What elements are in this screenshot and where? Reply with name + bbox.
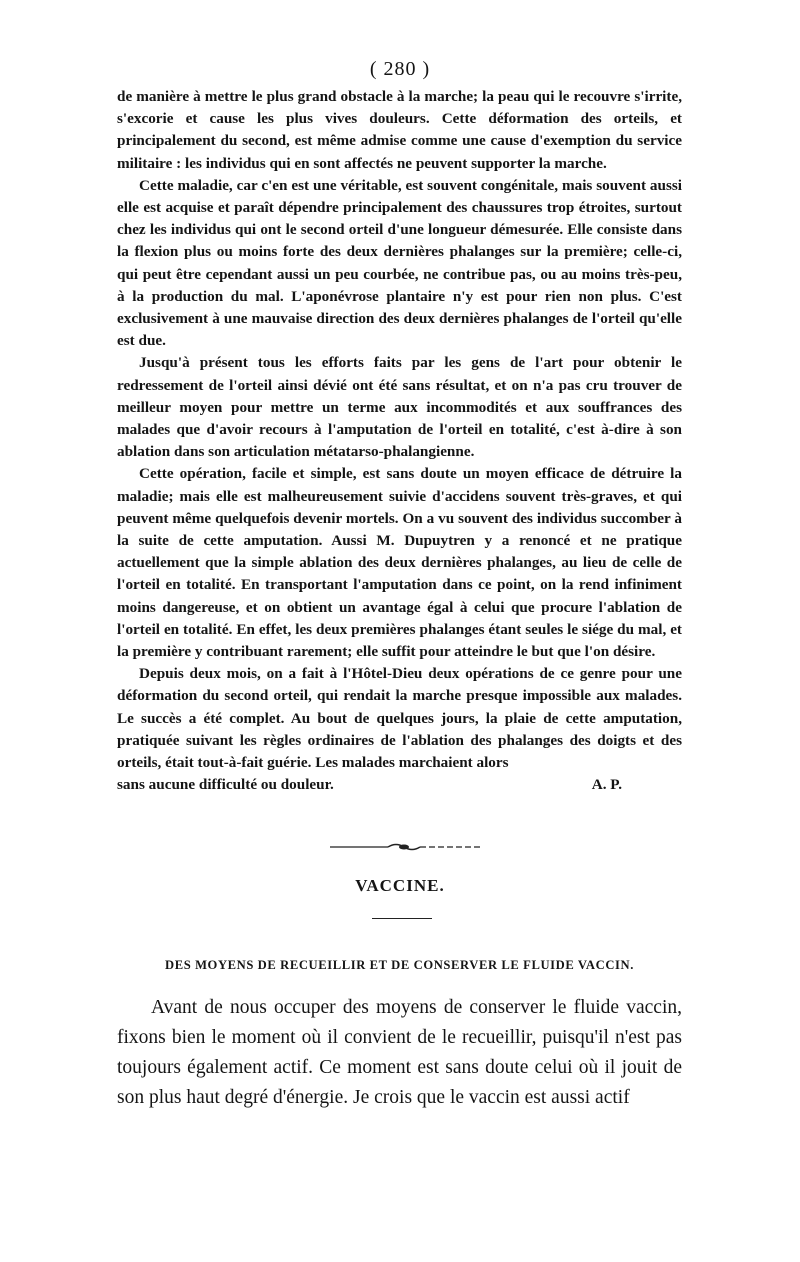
article-body bbox=[117, 86, 682, 797]
paragraph-3: Jusqu'à présent tous les efforts faits par les gens de l'art pour obtenir le redressement de l'orteil ainsi dévié ont été sans résultat, et on n'a pas cru trouver de meilleur moyen pour mettre un terme aux incommodités et aux souffrances des malades que d'avoir recours à l'amputation de l'orteil en totalité, c'est à-dire à son ablation dans son articulation métatarso-phalangienne. bbox=[117, 354, 682, 461]
author-signature: A. P. bbox=[591, 776, 622, 794]
closing-text: sans aucune difficulté ou douleur. bbox=[117, 776, 334, 794]
paragraph-4: Cette opération, facile et simple, est sans doute un moyen efficace de détruire la maladie; mais elle est malheureusement suivie d'accidens souvent très-graves, et qui peuvent même quelquefois devenir mortels. On a vu souvent des individus succomber à la suite de cette amputation. Aussi M. Dupuytren y a renoncé et ne pratique actuellement que la simple ablation des deux dernières phalanges, au lieu de celle de l'orteil en totalité. En transportant l'amputation dans ce point, on la rend infiniment moins dangereuse, et on obtient un avantage égal à celui que procure l'ablation de l'orteil en totalité. En effet, les deux premières phalanges étant seules le siége du mal, et la première y contribuant rarement; elle suffit pour atteindre le but que l'on désire. bbox=[117, 465, 682, 661]
closing-line bbox=[117, 774, 682, 796]
paragraph-1: de manière à mettre le plus grand obstacle à la marche; la peau qui le recouvre s'irrite, s'excorie et cause les plus vives douleurs. Cette déformation des orteils, et principalement du second, est même admise comme une cause d'exemption du service militaire : les individus qui en sont affectés ne peuvent supporter la marche. bbox=[117, 88, 682, 172]
paragraph-2: Cette maladie, car c'en est une véritable, est souvent congénitale, mais souvent aussi elle est acquise et paraît dépendre principalement des chaussures trop étroites, surtout chez les individus qui ont le second orteil d'une longueur démesurée. Elle consiste dans la flexion plus ou moins forte des deux dernières phalanges sur la première; celle-ci, qui peut être cependant aussi un peu courbée, ne contribue pas, ou au moins très-peu, à la production du mal. L'aponévrose plantaire n'y est pour rien non plus. C'est exclusivement à une mauvaise direction des deux dernières phalanges de l'orteil qu'elle est due. bbox=[117, 176, 682, 350]
section-subtitle: DES MOYENS DE RECUEILLIR ET DE CONSERVER LE FLUIDE VACCIN. bbox=[165, 958, 634, 972]
ornament-divider bbox=[330, 842, 480, 852]
paragraph-5: Depuis deux mois, on a fait à l'Hôtel-Dieu deux opérations de ce genre pour une déformation du second orteil, qui rendait la marche presque impossible aux malades. Le succès a été complet. Au bout de quelques jours, la plaie de cette amputation, pratiquée suivant les règles ordinaires de l'ablation des phalanges des doigts et des orteils, était tout-à-fait guérie. Les malades marchaient alors bbox=[117, 665, 682, 772]
lead-paragraph: Avant de nous occuper des moyens de conserver le fluide vaccin, fixons bien le moment où il convient de le recueillir, puisqu'il n'est pas toujours également actif. Ce moment est sans doute celui où il jouit de son plus haut degré d'énergie. Je crois que le vaccin est aussi actif bbox=[117, 997, 682, 1108]
lead-text bbox=[117, 993, 682, 1113]
section-title: VACCINE. bbox=[355, 876, 445, 895]
page-number: ( 280 ) bbox=[369, 58, 431, 80]
section-rule bbox=[372, 918, 432, 919]
